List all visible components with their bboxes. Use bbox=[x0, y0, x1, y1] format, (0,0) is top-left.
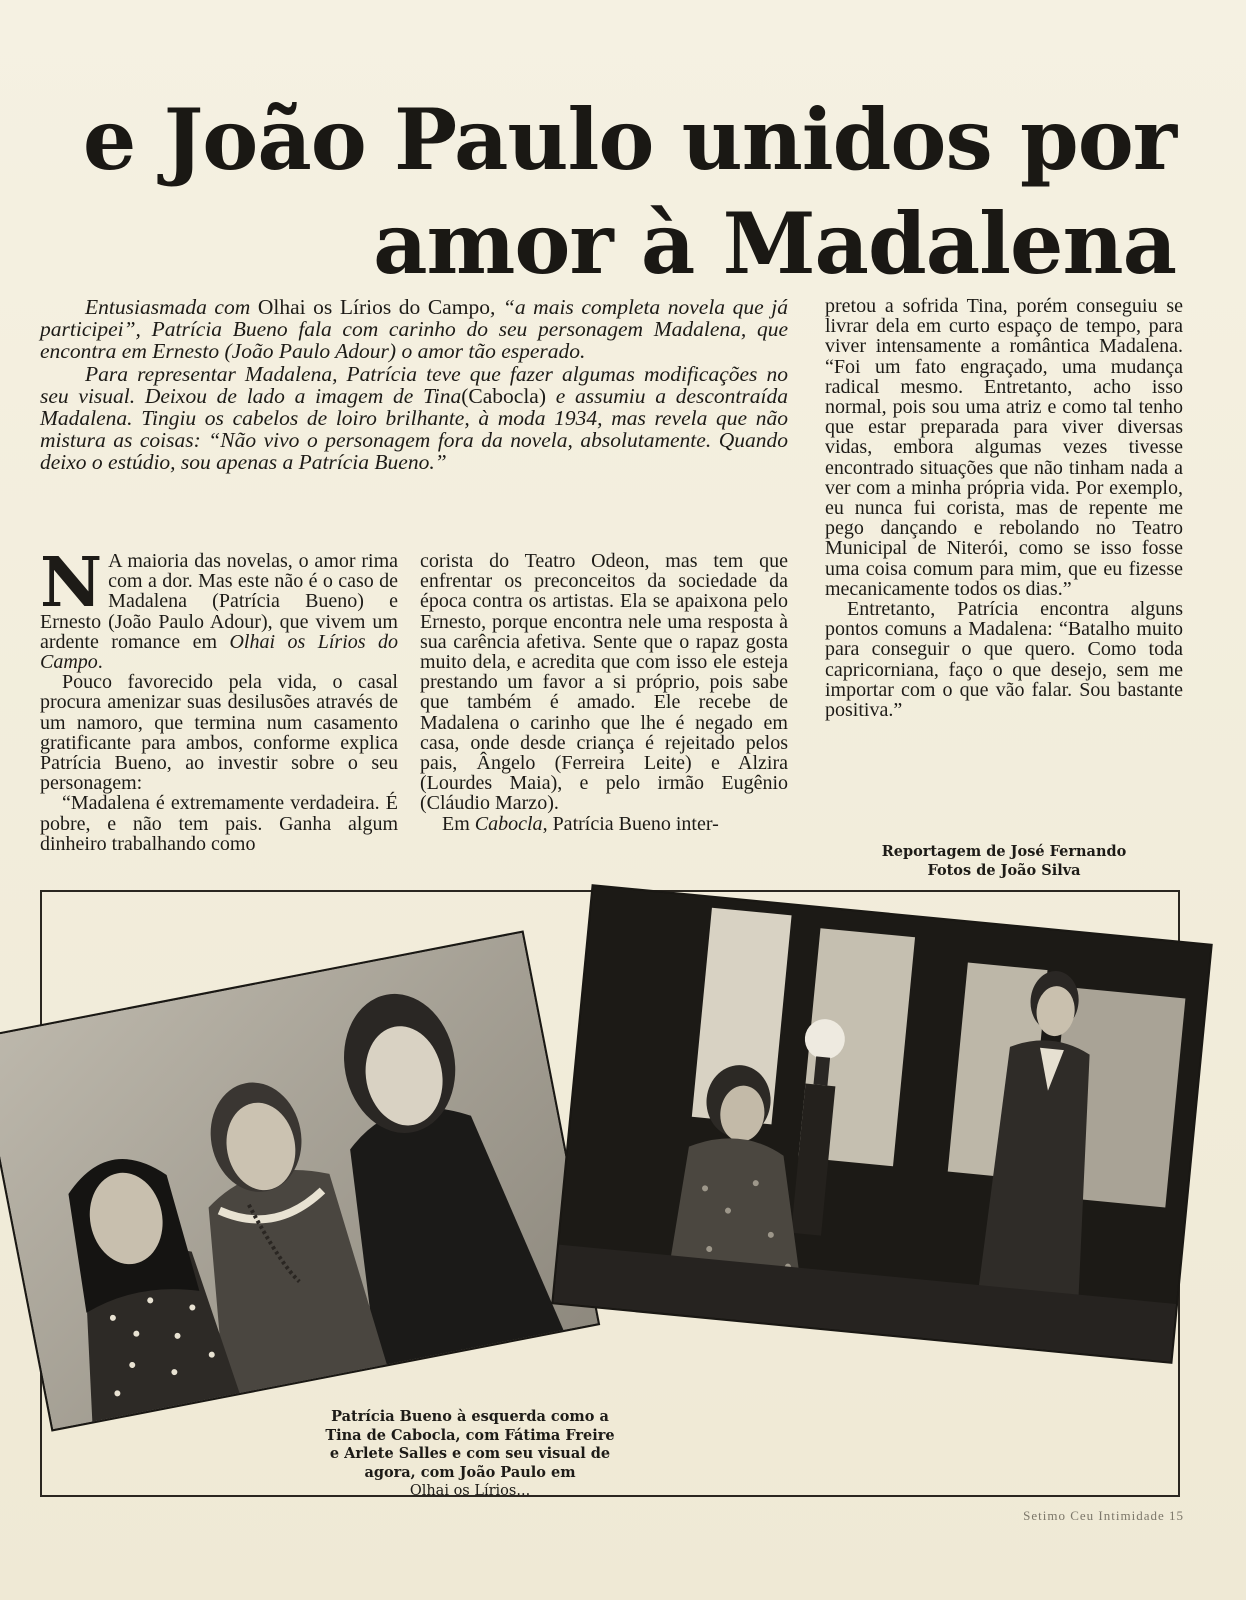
body-c3-p2: Entretanto, Patrícia encontra alguns pontos comuns a Madalena: “Batalho muito para conseguir o que quero. Como toda capricorniana, faço o que desejo, sem me importar com o que vão falar. Sou bastante positiva.” bbox=[825, 598, 1183, 722]
headline-line-1: e João Paulo unidos por bbox=[82, 90, 1176, 189]
credits-reporter: Reportagem de José Fernando bbox=[881, 843, 1127, 860]
drop-cap: N bbox=[40, 543, 103, 623]
photo-caption bbox=[320, 1408, 620, 1501]
headline bbox=[56, 88, 1176, 296]
body-column-3 bbox=[825, 296, 1183, 720]
lead-p2-b: (Cabocla) bbox=[461, 383, 547, 408]
body-column-1 bbox=[40, 543, 398, 855]
lead-paragraph bbox=[40, 296, 788, 474]
body-c1-p2: Pouco favorecido pela vida, o casal procura amenizar suas desilusões através de um namoro, que termina num casamento gratificante para ambos, conforme explica Patrícia Bueno, ao investir sobre o seu personagem: bbox=[40, 671, 398, 795]
credits-photographer: Fotos de João Silva bbox=[927, 862, 1081, 879]
body-c1-p1 bbox=[40, 543, 398, 674]
c1-p1-c: . bbox=[97, 651, 103, 674]
body-c2-p2 bbox=[420, 814, 788, 834]
caption-bold: Patrícia Bueno à esquerda como a Tina de Cabocla, com Fátima Freire e Arlete Salles e com seu visual de agora, com João Paulo em bbox=[325, 1408, 615, 1481]
c1-p1-title: Olhai os Lírios do Campo bbox=[40, 630, 398, 674]
lead-p1-a: Entusiasmada com bbox=[85, 295, 258, 319]
c2-p2-a: Em bbox=[442, 812, 475, 835]
lead-p2-c: e assumiu a descontraída Madalena. Tingiu os cabelos de loiro brilhante, à moda 1934, mas revela que não mistura as coisas: “Não vivo o personagem fora da novela, absolutamente. Quando deixo o estúdio, sou apenas a Patrícia Bueno.” bbox=[40, 383, 789, 475]
page-footer: Setimo Ceu Intimidade 15 bbox=[1023, 1508, 1184, 1523]
photo-couple-scene-image bbox=[553, 886, 1210, 1362]
lead-p1 bbox=[40, 296, 788, 363]
body-c1-p3: “Madalena é extremamente verdadeira. É pobre, e não tem pais. Ganha algum dinheiro trabalhando como bbox=[40, 792, 398, 855]
lead-p1-title: Olhai os Lírios do Campo bbox=[257, 295, 490, 319]
lead-p1-c: , “a mais completa novela que já participei”, Patrícia Bueno fala com carinho do seu personagem Madalena, que encontra em Ernesto (João Paulo Adour) o amor tão esperado. bbox=[40, 295, 788, 364]
photo-couple-scene bbox=[553, 886, 1210, 1362]
body-c2-p1: corista do Teatro Odeon, mas tem que enfrentar os preconceitos da sociedade da época contra os artistas. Ela se apaixona pelo Ernesto, porque encontra nele uma resposta à sua carência afetiva. Sente que o rapaz gosta muito dela, e acredita que com isso ele esteja prestando um favor a si próprio, pois sabe que também é amado. Ele recebe de Madalena o carinho que lhe é negado em casa, onde desde criança é rejeitado pelos pais, Ângelo (Ferreira Leite) e Alzira (Lourdes Maia), e pelo irmão Eugênio (Cláudio Marzo). bbox=[420, 550, 788, 815]
c2-p2-title: Cabocla bbox=[474, 812, 543, 835]
lead-p2 bbox=[40, 363, 788, 474]
credits bbox=[825, 842, 1183, 880]
lead-p2-a: Para representar Madalena, Patrícia teve que fazer algumas modificações no seu visual. Deixou de lado a imagem de Tina bbox=[40, 361, 788, 408]
body-c3-p1: pretou a sofrida Tina, porém conseguiu se livrar dela em curto espaço de tempo, para viver intensamente a romântica Madalena. “Foi um fato engraçado, uma mudança radical mesmo. Entretanto, acho isso normal, pois sou uma atriz e como tal tenho que estar preparada para viver diversas vidas, embora algumas vezes tivesse encontrado situações que não tinham nada a ver com a minha própria vida. Por exemplo, eu nunca fui corista, mas de repente me pego dançando e rebolando no Teatro Municipal de Niterói, como se isso fosse uma coisa comum para mim, que eu fizesse mecanicamente todos os dias.” bbox=[825, 295, 1183, 600]
caption-plain: Olhai os Lírios... bbox=[409, 1483, 531, 1499]
c1-p1-a: A maioria das novelas, o amor rima com a dor. Mas este não é o caso de Madalena (Patrícia Bueno) e Ernesto (João Paulo Adour), que vivem um ardente romance em bbox=[40, 550, 398, 653]
c2-p2-c: , Patrícia Bueno inter- bbox=[542, 812, 719, 835]
body-column-2 bbox=[420, 551, 788, 834]
headline-line-2: amor à Madalena bbox=[373, 194, 1176, 293]
